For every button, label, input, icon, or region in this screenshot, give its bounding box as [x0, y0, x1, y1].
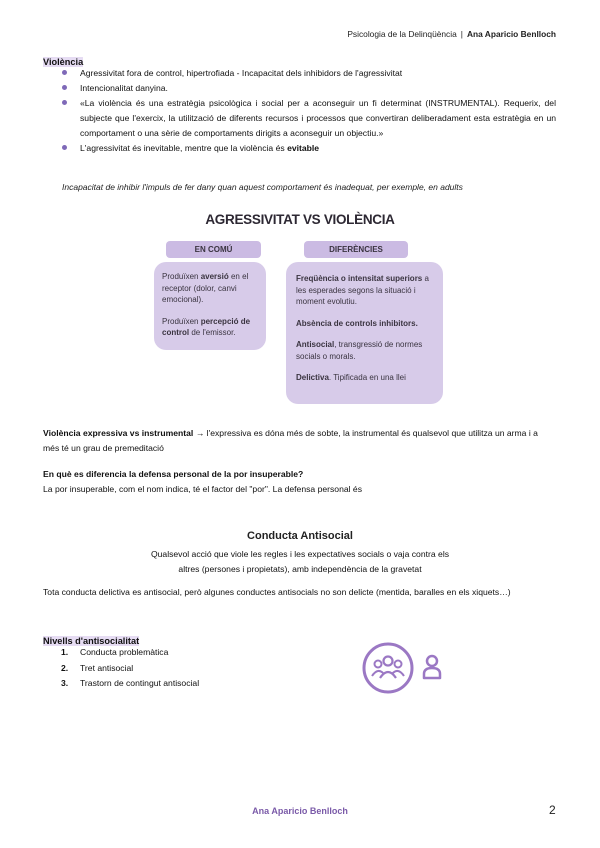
diff-point-3: Antisocial, transgressió de normes socials o morals.	[296, 340, 423, 361]
list-item: 1. Conducta problemàtica	[61, 647, 169, 657]
person-icon	[421, 654, 443, 680]
list-item: 2. Tret antisocial	[61, 662, 134, 673]
violence-section-title: Violència	[43, 57, 84, 67]
bullet-icon	[62, 85, 67, 90]
list-item: L'agressivitat és inevitable, mentre que la violència és evitable	[60, 141, 556, 156]
comparison-title: AGRESSIVITAT VS VIOLÈNCIA	[205, 212, 395, 227]
defense-question: En què es diferencia la defensa personal de la por insuperable?	[43, 469, 304, 479]
diff-point-4: Delictiva. Tipificada en una llei	[296, 373, 406, 382]
bullet-icon	[62, 145, 67, 150]
list-item: 3. Trastorn de contingut antisocial	[61, 678, 200, 688]
antisocial-note: Tota conducta delictiva es antisocial, però algunes conductes antisocials no son delicte (mentida, baralles en els xiquets…)	[43, 587, 511, 597]
common-point-1: Produïxen aversió en el receptor (dolor, canvi emocional).	[162, 272, 249, 304]
defense-block	[43, 467, 563, 497]
defense-answer: La por insuperable, com el nom indica, té el factor del "por". La defensa personal és	[43, 484, 363, 494]
bullet-icon	[62, 70, 67, 75]
differences-box	[286, 262, 443, 404]
diff-point-1: Freqüència o intensitat superiors a les esperades segons la situació i moment evolutiu.	[296, 274, 429, 306]
expressive-paragraph: Violència expressiva vs instrumental → l'expressiva es dóna més de sobte, la instrumental és qualsevol que utilitza un arma i a més té un grau de premeditació	[43, 428, 538, 453]
violence-bullets	[60, 66, 556, 156]
levels-list	[61, 645, 341, 692]
page-header	[347, 29, 556, 39]
bullet-icon	[62, 100, 67, 105]
course-title: Psicologia de la Delinqüència	[347, 29, 457, 39]
list-item: Agressivitat fora de control, hipertrofiada - Incapacitat dels inhibidors de l'agressivitat	[60, 66, 556, 81]
antisocial-definition: Qualsevol acció que viole les regles i les expectatives socials o vaja contra els altres (persones i propietats), amb independència de la gravetat	[150, 549, 450, 574]
footer-author: Ana Aparicio Benlloch	[252, 806, 348, 816]
header-author: Ana Aparicio Benlloch	[466, 29, 556, 39]
differences-label: DIFERÈNCIES	[304, 241, 408, 258]
page-number: 2	[549, 803, 556, 817]
arrow-icon: →	[195, 428, 205, 438]
levels-title: Nivells d'antisocialitat	[43, 636, 140, 646]
diff-point-2: Absència de controls inhibitors.	[296, 318, 418, 328]
group-people-icon	[360, 640, 420, 696]
italic-note: Incapacitat de inhibir l'impuls de fer dany quan aquest comportament és inadequat, per exemple, en adults	[62, 182, 463, 192]
list-item: «La violència és una estratègia psicològica i social per a aconseguir un fi determinat (INSTRUMENTAL). Requerix, del subjecte que l'exercix, la utilització de diferents recursos i processos que convertiran deliberadament esta estratègia en un comportament o una sèrie de comportaments dirigits a aconseguir un objectiu.»	[60, 96, 556, 141]
header-separator: |	[460, 29, 463, 39]
common-point-2: Produïxen percepció de control de l'emissor.	[162, 316, 251, 337]
common-label: EN COMÚ	[166, 241, 261, 258]
common-box	[154, 262, 266, 350]
antisocial-title: Conducta Antisocial	[247, 530, 353, 542]
list-item: Intencionalitat danyina.	[60, 81, 556, 96]
